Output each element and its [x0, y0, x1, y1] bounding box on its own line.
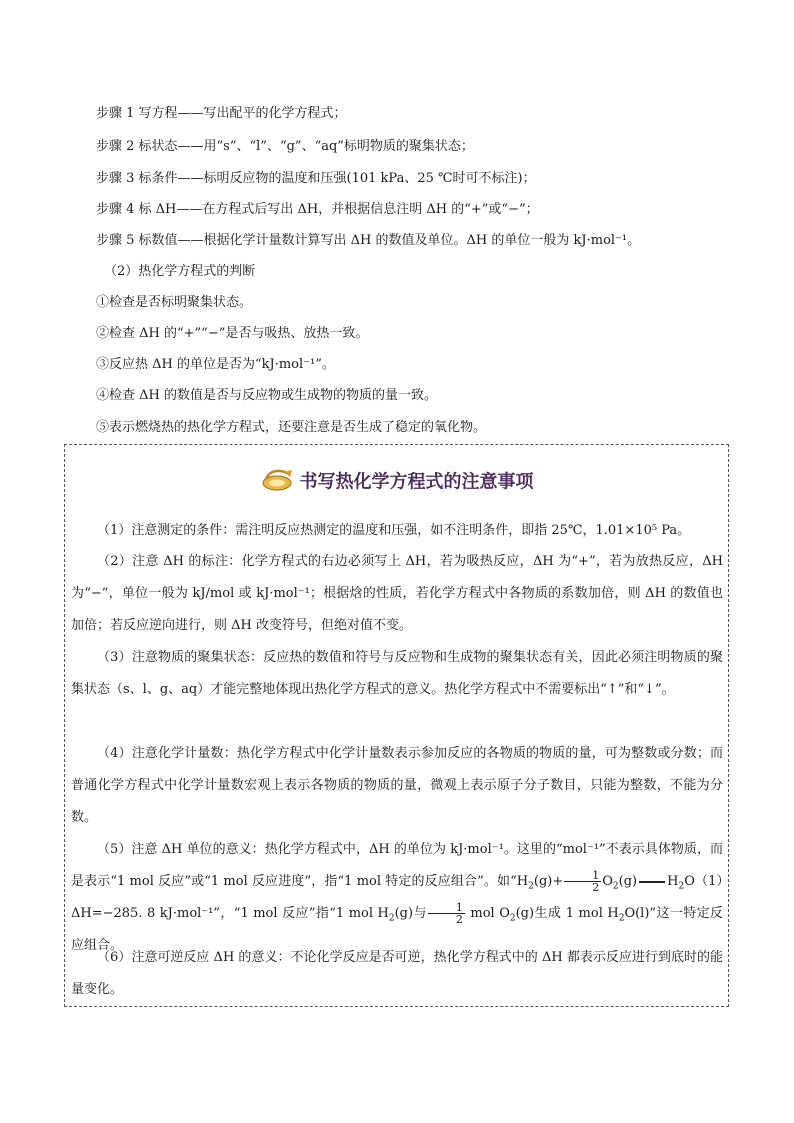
note-4: （4）注意化学计量数：热化学方程式中化学计量数表示参加反应的各物质的物质的量，可为整数或分数；而普通化学方程式中化学计量数宏观上表示各物质的物质的量，微观上表示原子分子数目，只能为整数，不能为分数。	[71, 746, 723, 825]
step-3: 步骤 3 标条件——标明反应物的温度和压强(101 kPa、25 ℃时可不标注)；	[96, 171, 536, 186]
judge-item-3: ③反应热 ΔH 的单位是否为“kJ·mol⁻¹”。	[96, 357, 335, 372]
step-1: 步骤 1 写方程——写出配平的化学方程式；	[96, 106, 347, 121]
note-5-a-sub: 2	[528, 881, 534, 892]
note-5-a: （5）注意 ΔH 单位的意义：热化学方程式中，ΔH 的单位为 kJ·mol⁻¹。这里的“mol⁻¹”不表示具体物质，而是表示“1 mol 反应”或“1 mol 反应进度”，指“1 mol 特定的反应组合”。如“H	[71, 842, 723, 889]
judge-item-4: ④检查 ΔH 的数值是否与反应物或生成物的物质的量一致。	[96, 388, 437, 403]
fraction-half-2	[428, 902, 465, 925]
step-4: 步骤 4 标 ΔH——在方程式后写出 ΔH，并根据信息注明 ΔH 的“+”或“−”；	[96, 202, 539, 217]
note-5-b: (g)+	[533, 874, 564, 889]
note-1: （1）注意测定的条件：需注明反应热测定的温度和压强，如不注明条件，即指 25℃，1.01×10⁵ Pa。	[97, 523, 691, 538]
horn-icon	[260, 467, 294, 498]
note-5-g: (g)与	[394, 906, 427, 921]
fraction-2-numerator: 1	[428, 902, 465, 914]
note-6: （6）注意可逆反应 ΔH 的意义：不论化学反应是否可逆，热化学方程式中的 ΔH 都表示反应进行到底时的能量变化。	[71, 950, 723, 997]
equals-arrow	[639, 881, 665, 883]
step-5: 步骤 5 标数值——根据化学计量数计算写出 ΔH 的数值及单位。ΔH 的单位一般为 kJ·mol⁻¹。	[96, 233, 641, 248]
note-5-i: (g)生成 1 mol H	[515, 906, 619, 921]
note-5-h: mol O	[465, 906, 510, 921]
note-5-i-sub: 2	[618, 913, 625, 924]
notes-box-title	[65, 467, 728, 498]
fraction-numerator: 1	[564, 870, 601, 882]
note-5-h-sub: 2	[509, 913, 516, 924]
note-5-e-sub: 2	[678, 881, 685, 892]
note-5-c: O	[602, 874, 613, 889]
judge-item-2: ②检查 ΔH 的“+”“−”是否与吸热、放热一致。	[96, 326, 369, 341]
note-5-d: (g)	[618, 874, 638, 889]
notes-box-title-text: 书写热化学方程式的注意事项	[299, 471, 534, 493]
fraction-2-denominator: 2	[455, 913, 463, 926]
fraction-denominator: 2	[592, 881, 600, 894]
judge-item-1: ①检查是否标明聚集状态。	[96, 295, 253, 310]
note-5-c-sub: 2	[612, 881, 619, 892]
fraction-half	[564, 870, 601, 893]
judge-item-5: ⑤表示燃烧热的热化学方程式，还要注意是否生成了稳定的氧化物。	[96, 420, 487, 435]
note-3: （3）注意物质的聚集状态：反应热的数值和符号与反应物和生成物的聚集状态有关，因此必须注明物质的聚集状态（s、l、g、aq）才能完整地体现出热化学方程式的意义。热化学方程式中不需要标出“↑”和“↓”。	[71, 650, 723, 697]
note-5-f-sub: 2	[388, 913, 395, 924]
judge-heading: （2）热化学方程式的判断	[104, 264, 256, 279]
note-5-e: H	[667, 874, 679, 889]
notes-box	[64, 444, 729, 1007]
note-2: （2）注意 ΔH 的标注：化学方程式的右边必须写上 ΔH，若为吸热反应，ΔH 为“+”，若为放热反应，ΔH 为“−”，单位一般为 kJ/mol 或 kJ·mol⁻¹；根据焓的性质，若化学方程式中各物质的系数加倍，则 ΔH 的数值也加倍；若反应逆向进行，则 ΔH 改变符号，但绝对值不变。	[71, 554, 723, 633]
note-5-j: O(l)”这一特定反应组合。	[71, 906, 723, 953]
note-5-f: O（1）ΔH=−285. 8 kJ·mol⁻¹”，“1 mol 反应”指“1 mol H	[71, 874, 723, 921]
step-2: 步骤 2 标状态——用“s”、“l”、“g”、“aq”标明物质的聚集状态；	[96, 139, 474, 154]
